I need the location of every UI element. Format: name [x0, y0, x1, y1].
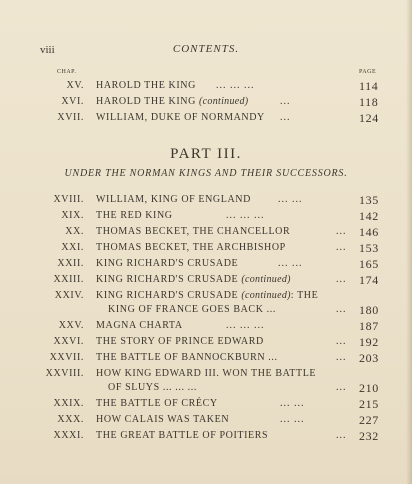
leader-dots: ... [336, 226, 347, 237]
chapter-title: THOMAS BECKET, THE CHANCELLOR [96, 226, 291, 237]
chapter-number: XXVI. [53, 336, 84, 347]
chapter-number: XXI. [61, 242, 84, 253]
chapter-title: KING RICHARD'S CRUSADE [96, 258, 239, 269]
column-header-chap: CHAP. [57, 69, 77, 75]
chapter-number: XXX. [57, 414, 84, 425]
leader-dots: ... ... [278, 258, 303, 269]
chapter-title: WILLIAM, KING OF ENGLAND [96, 194, 251, 205]
toc-entry-continuation [0, 382, 412, 396]
page-ref: 124 [359, 111, 379, 125]
leader-dots: ... [336, 430, 347, 441]
chapter-title: THE BATTLE OF CRÉCY [96, 398, 218, 409]
page-ref: 118 [359, 95, 379, 109]
page-ref: 203 [359, 351, 379, 365]
chapter-title-line2: KING OF FRANCE GOES BACK ... [108, 304, 276, 315]
toc-entry[interactable] [0, 414, 412, 428]
leader-dots: ... [336, 242, 347, 253]
part-heading: PART III. [170, 146, 242, 162]
chapter-number: XVIII. [53, 194, 84, 205]
leader-dots: ... ... ... [226, 320, 265, 331]
page-ref: 146 [359, 225, 379, 239]
chapter-number: XXIII. [53, 274, 84, 285]
leader-dots: ... [280, 112, 291, 123]
toc-entry[interactable] [0, 210, 412, 224]
page-ref: 142 [359, 209, 379, 223]
page-ref: 180 [359, 303, 379, 317]
page-number: viii [40, 44, 55, 56]
page-ref: 174 [359, 273, 379, 287]
chapter-number: XXXI. [53, 430, 84, 441]
part-subtitle: UNDER THE NORMAN KINGS AND THEIR SUCCESSORS. [64, 168, 348, 179]
chapter-number: XXVII. [49, 352, 84, 363]
chapter-number: XXVIII. [45, 368, 84, 379]
chapter-title: THE BATTLE OF BANNOCKBURN ... [96, 352, 278, 363]
running-title: CONTENTS. [172, 43, 240, 55]
leader-dots: ... ... [280, 414, 305, 425]
page-ref: 114 [359, 79, 379, 93]
page-ref: 210 [359, 381, 379, 395]
chapter-title: THE STORY OF PRINCE EDWARD [96, 336, 264, 347]
chapter-title: THE RED KING [96, 210, 173, 221]
chapter-title: HAROLD THE KING [96, 80, 196, 91]
toc-entry[interactable] [0, 96, 412, 110]
chapter-number: XV. [66, 80, 84, 91]
toc-entry[interactable] [0, 336, 412, 350]
page-ref: 165 [359, 257, 379, 271]
toc-entry[interactable] [0, 398, 412, 412]
chapter-title: MAGNA CHARTA [96, 320, 183, 331]
column-header-page: PAGE [359, 69, 377, 75]
page-ref: 187 [359, 319, 379, 333]
chapter-number: XX. [65, 226, 84, 237]
page-ref: 227 [359, 413, 379, 427]
toc-entry[interactable] [0, 112, 412, 126]
leader-dots: ... [336, 274, 347, 285]
toc-entry[interactable] [0, 194, 412, 208]
leader-dots: ... ... ... [226, 210, 265, 221]
chapter-number: XXII. [57, 258, 84, 269]
toc-entry[interactable] [0, 290, 412, 304]
chapter-number: XIX. [61, 210, 84, 221]
leader-dots: ... [336, 382, 347, 393]
toc-entry-continuation [0, 304, 412, 318]
chapter-title-line2: OF SLUYS ... ... ... [108, 382, 197, 393]
toc-entry[interactable] [0, 352, 412, 366]
toc-entry[interactable] [0, 274, 412, 288]
leader-dots: ... [336, 336, 347, 347]
chapter-title: KING RICHARD'S CRUSADE (continued): THE [96, 290, 319, 301]
leader-dots: ... [280, 96, 291, 107]
chapter-number: XXIX. [53, 398, 84, 409]
toc-entry[interactable] [0, 320, 412, 334]
chapter-title: HOW CALAIS WAS TAKEN [96, 414, 230, 425]
page-ref: 153 [359, 241, 379, 255]
toc-entry[interactable] [0, 242, 412, 256]
toc-entry[interactable] [0, 430, 412, 444]
page-ref: 192 [359, 335, 379, 349]
chapter-number: XVII. [57, 112, 84, 123]
leader-dots: ... ... [280, 398, 305, 409]
toc-entry[interactable] [0, 368, 412, 382]
leader-dots: ... [336, 304, 347, 315]
chapter-title: KING RICHARD'S CRUSADE (continued) [96, 274, 291, 285]
page-ref: 232 [359, 429, 379, 443]
chapter-title: WILLIAM, DUKE OF NORMANDY [96, 112, 265, 123]
chapter-title: HAROLD THE KING (continued) [96, 96, 249, 107]
chapter-title: THOMAS BECKET, THE ARCHBISHOP [96, 242, 286, 253]
toc-entry[interactable] [0, 226, 412, 240]
leader-dots: ... ... [278, 194, 303, 205]
page-ref: 215 [359, 397, 379, 411]
chapter-title: HOW KING EDWARD III. WON THE BATTLE [96, 368, 317, 379]
toc-entry[interactable] [0, 258, 412, 272]
leader-dots: ... ... ... [216, 80, 255, 91]
chapter-title: THE GREAT BATTLE OF POITIERS [96, 430, 269, 441]
chapter-number: XXIV. [54, 290, 84, 301]
chapter-number: XXV. [58, 320, 84, 331]
page-edge-shadow [406, 0, 412, 484]
page-ref: 135 [359, 193, 379, 207]
leader-dots: ... [336, 352, 347, 363]
chapter-number: XVI. [61, 96, 84, 107]
toc-entry[interactable] [0, 80, 412, 94]
